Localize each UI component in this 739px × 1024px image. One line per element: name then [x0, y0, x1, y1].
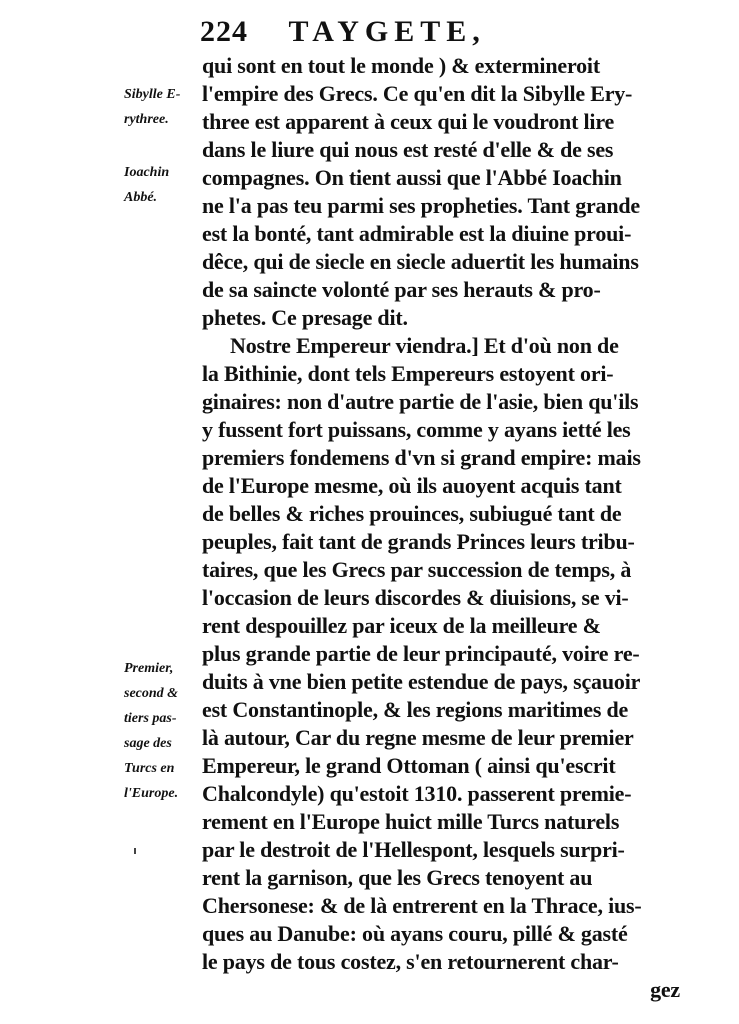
text-line: three est apparent à ceux qui le voudront lire — [202, 109, 615, 134]
text-line: Chersonese: & de là entrerent en la Thrace, ius- — [202, 893, 642, 918]
text-line: Empereur, le grand Ottoman ( ainsi qu'escrit — [202, 753, 616, 778]
text-line: la Bithinie, dont tels Empereurs estoyent ori- — [202, 361, 614, 386]
text-line: rement en l'Europe huict mille Turcs naturels — [202, 809, 620, 834]
text-line: dans le liure qui nous est resté d'elle & de ses — [202, 137, 614, 162]
text-line: ques au Danube: où ayans couru, pillé & gasté — [202, 921, 628, 946]
text-line: ne l'a pas teu parmi ses propheties. Tant grande — [202, 193, 640, 218]
side-note-turcs: Premier, second & tiers pas- sage des Turcs en l'Europe. — [124, 661, 179, 801]
side-note-sibylle: Sibylle E- rythree. — [124, 87, 181, 127]
page-header — [200, 12, 680, 52]
text-line: l'empire des Grecs. Ce qu'en dit la Sibylle Ery- — [202, 81, 633, 106]
text-line: rent la garnison, que les Grecs tenoyent au — [202, 865, 593, 890]
text-line: dêce, qui de siecle en siecle aduertit les humains — [202, 249, 639, 274]
text-line: là autour, Car du regne mesme de leur premier — [202, 725, 634, 750]
text-line: l'occasion de leurs discordes & diuisions, se vi- — [202, 585, 629, 610]
text-line: par le destroit de l'Hellespont, lesquels surpri- — [202, 837, 625, 862]
text-line: de l'Europe mesme, où ils auoyent acquis tant — [202, 473, 622, 498]
text-line: compagnes. On tient aussi que l'Abbé Ioachin — [202, 165, 622, 190]
page-number: 224 — [200, 15, 248, 48]
text-line: phetes. Ce presage dit. — [202, 305, 408, 330]
text-line: taires, que les Grecs par succession de temps, à — [202, 557, 632, 582]
text-line: de belles & riches prouinces, subiugué tant de — [202, 501, 622, 526]
side-note-ioachin: Ioachin Abbé. — [124, 165, 170, 205]
text-line: qui sont en tout le monde ) & extermineroit — [202, 53, 600, 78]
text-line: duits à vne bien petite estendue de pays, sçauoir — [202, 669, 641, 694]
running-title: TAYGETE, — [288, 15, 486, 48]
text-line: plus grande partie de leur principauté, voire re- — [202, 641, 640, 666]
catchword: gez — [650, 977, 680, 1002]
text-line: Nostre Empereur viendra.] Et d'où non de — [230, 333, 619, 358]
text-line: premiers fondemens d'vn si grand empire: mais — [202, 445, 641, 470]
text-line: de sa saincte volonté par ses herauts & pro- — [202, 277, 601, 302]
text-line: y fussent fort puissans, comme y ayans ietté les — [202, 417, 631, 442]
text-line: Chalcondyle) qu'estoit 1310. passerent premie- — [202, 781, 632, 806]
text-line: rent despouillez par iceux de la meilleure & — [202, 613, 601, 638]
margin-mark — [134, 848, 136, 854]
text-line: ginaires: non d'autre partie de l'asie, bien qu'ils — [202, 389, 639, 414]
text-line: est Constantinople, & les regions maritimes de — [202, 697, 629, 722]
text-line: le pays de tous costez, s'en retournerent char- — [202, 949, 619, 974]
text-line: peuples, fait tant de grands Princes leurs tribu- — [202, 529, 635, 554]
text-line: est la bonté, tant admirable est la diuine proui- — [202, 221, 632, 246]
